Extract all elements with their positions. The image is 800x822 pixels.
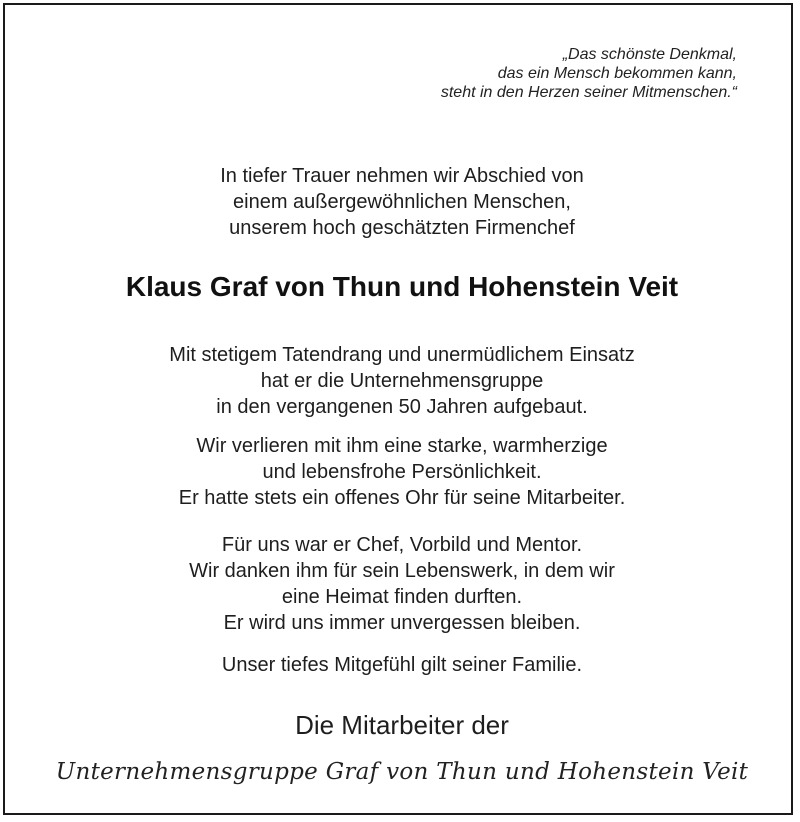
- paragraph-2: [5, 433, 799, 511]
- paragraph-line: und lebensfrohe Persönlichkeit.: [262, 461, 542, 483]
- intro-line: In tiefer Trauer nehmen wir Abschied von: [220, 165, 584, 187]
- intro-line: einem außergewöhnlichen Menschen,: [233, 191, 571, 213]
- quote-line: „Das schönste Denkmal,: [562, 46, 737, 63]
- signature-line-2: Unternehmensgruppe Graf von Thun und Hohenstein Veit: [55, 759, 749, 785]
- paragraph-line: Er wird uns immer unvergessen bleiben.: [223, 612, 581, 634]
- quote-line: steht in den Herzen seiner Mitmenschen.“: [440, 84, 737, 101]
- paragraph-3: [5, 532, 799, 636]
- paragraph-line: in den vergangenen 50 Jahren aufgebaut.: [216, 396, 588, 418]
- signature-line-1: Die Mitarbeiter der: [295, 710, 509, 740]
- intro-line: unserem hoch geschätzten Firmenchef: [229, 217, 575, 239]
- quote-line: das ein Mensch bekommen kann,: [497, 65, 737, 82]
- paragraph-1: [5, 342, 799, 420]
- paragraph-line: eine Heimat finden durften.: [281, 586, 523, 608]
- paragraph-line: Er hatte stets ein offenes Ohr für seine Mitarbeiter.: [178, 487, 626, 509]
- paragraph-line: hat er die Unternehmensgruppe: [260, 370, 544, 392]
- paragraph-line: Für uns war er Chef, Vorbild und Mentor.: [221, 534, 583, 556]
- deceased-name: Klaus Graf von Thun und Hohenstein Veit: [125, 271, 679, 302]
- paragraph-line: Wir danken ihm für sein Lebenswerk, in dem wir: [189, 560, 615, 582]
- obituary-frame: [3, 3, 793, 815]
- paragraph-line: Mit stetigem Tatendrang und unermüdlichem Einsatz: [169, 344, 635, 366]
- epigraph-quote: [441, 45, 737, 102]
- paragraph-4: [5, 652, 799, 678]
- intro-text: [5, 163, 799, 241]
- paragraph-line: Unser tiefes Mitgefühl gilt seiner Familie.: [221, 654, 583, 676]
- paragraph-line: Wir verlieren mit ihm eine starke, warmherzige: [196, 435, 608, 457]
